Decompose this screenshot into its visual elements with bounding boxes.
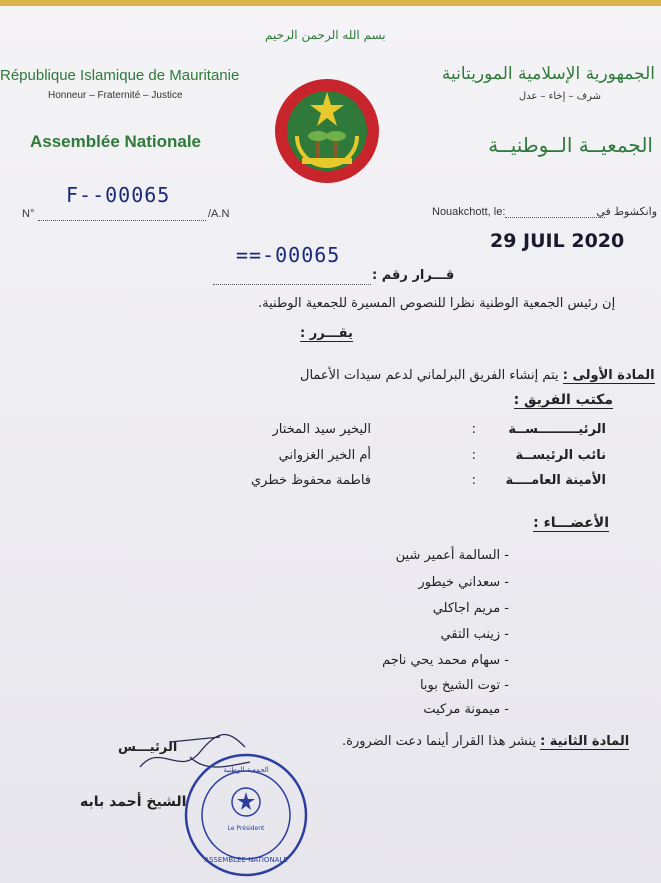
ar-assembly-title: الجمعيــة الــوطنيــة [488,133,653,157]
member-item: - السالمة أعمير شين [395,548,509,563]
decision-number-line [213,284,371,285]
member-item: - توت الشيخ بوبا [419,678,509,693]
members-title: الأعضـــاء : [533,515,609,531]
decision-number-stamp: ==-00065 [236,243,341,267]
bureau-role-2: نائب الرئيســة [515,448,606,463]
article-1 [300,368,655,383]
member-item: - سعداني خيطور [418,575,509,590]
fr-motto: Honneur – Fraternité – Justice [48,90,183,101]
article-2-text: ينشر هذا القرار أينما دعت الضرورة. [342,734,536,749]
bureau-colon-1: : [471,422,476,437]
member-item: - زينب التقي [440,627,509,642]
bureau-colon-3: : [471,473,476,488]
date-stamp: 29 JUIL 2020 [490,230,625,252]
preamble-text: إن رئيس الجمعية الوطنية نظرا للنصوص المسيرة للجمعية الوطنية. [258,296,616,311]
bureau-name-1: اليخير سيد المختار [272,422,371,437]
member-item: - سهام محمد يحي ناجم [382,653,509,668]
article-2 [342,734,629,749]
bureau-title: مكتب الفريق : [513,392,613,408]
member-item: - مريم اجاكلي [432,601,509,616]
article-1-label: المادة الأولى : [562,368,655,383]
seal-text: ASSEMBLEE NATIONALE [204,856,288,864]
date-line [505,217,605,218]
bureau-name-3: فاطمة محفوظ خطري [251,473,371,488]
ar-republic-title: الجمهورية الإسلامية الموريتانية [441,64,655,84]
ar-motto: شرف – إخاء – عدل [518,91,601,102]
seal-sub: Le Président [227,825,265,832]
fr-assembly-title: Assemblée Nationale [30,132,202,151]
reference-number-stamp: F--00065 [66,183,171,207]
member-item: - ميمونة مركيت [423,702,509,717]
president-name: الشيخ أحمد بابه [80,794,187,810]
decision-title: قـــرار رقم : [372,268,455,283]
decides-heading: يقـــرر : [300,326,353,341]
article-1-text: يتم إنشاء الفريق البرلماني لدعم سيدات الأعمال [300,368,559,383]
fr-republic-title: République Islamique de Mauritanie [0,67,240,84]
bureau-name-2: أم الخير الغزواني [278,448,371,463]
place-date-fr: Nouakchott, le: [432,206,506,218]
number-line [38,220,206,221]
place-date-ar: وانكشوط في [596,206,657,218]
article-2-label: المادة الثانية : [540,734,630,749]
national-assembly-emblem [272,76,382,186]
bismillah-calligraphy: بسم الله الرحمن الرحيم [265,28,386,42]
president-label: الرئيـــس [118,740,178,755]
bureau-colon-2: : [471,448,476,463]
bureau-role-1: الرئيـــــــــســة [508,422,606,437]
official-seal [183,752,309,878]
number-prefix: N° [22,208,35,220]
bureau-role-3: الأمينة العامــــة [505,473,606,488]
number-suffix: /A.N [208,208,230,220]
seal-ar: الجمعية الوطنية [223,766,269,774]
